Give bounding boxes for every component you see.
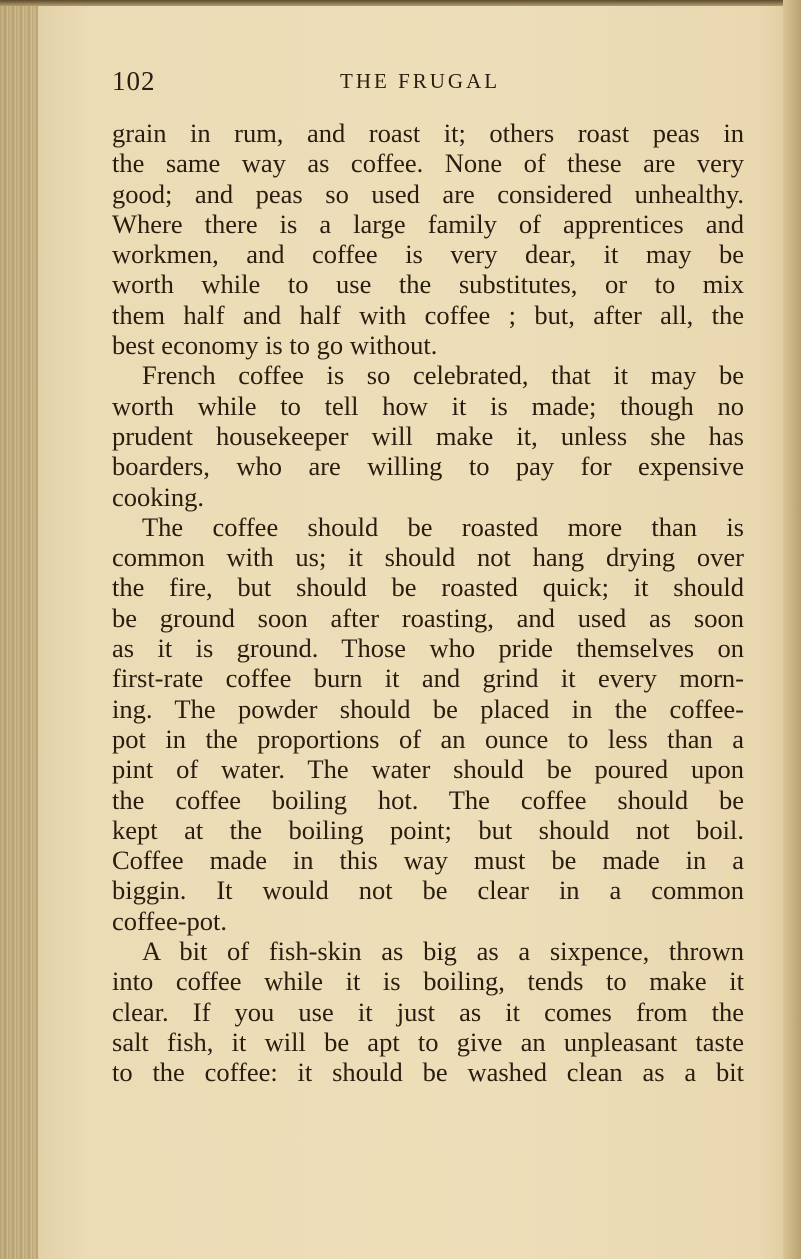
book-binding-edge	[0, 0, 38, 1259]
page-header	[112, 66, 732, 106]
body-text	[112, 118, 744, 1088]
text-line: to the coffee: it should be washed clean as a bit	[112, 1057, 744, 1088]
text-line: boarders, who are willing to pay for expensive	[112, 451, 744, 482]
text-line: them half and half with coffee ; but, after all, the	[112, 299, 744, 330]
paragraph-start-line: A bit of fish-skin as big as a sixpence, thrown	[142, 936, 744, 967]
text-line: biggin. It would not be clear in a common	[112, 875, 744, 906]
text-line: workmen, and coffee is very dear, it may be	[112, 239, 744, 270]
text-line: the coffee boiling hot. The coffee should be	[112, 784, 744, 815]
text-line: kept at the boiling point; but should not boil.	[112, 814, 744, 845]
text-line: salt fish, it will be apt to give an unpleasant taste	[112, 1026, 744, 1057]
text-line: clear. If you use it just as it comes from the	[112, 996, 744, 1027]
running-head: THE FRUGAL	[340, 69, 501, 93]
text-line: Coffee made in this way must be made in a	[112, 845, 744, 876]
paragraph-start-line: French coffee is so celebrated, that it may be	[142, 360, 744, 391]
text-line: pot in the proportions of an ounce to less than a	[112, 723, 744, 754]
text-line: prudent housekeeper will make it, unless she has	[112, 420, 744, 451]
right-page-edge	[783, 0, 801, 1259]
text-line: Where there is a large family of apprentices and	[112, 208, 744, 239]
text-line: the same way as coffee. None of these are very	[112, 148, 744, 179]
text-line: into coffee while it is boiling, tends to make it	[112, 966, 744, 997]
text-line: ing. The powder should be placed in the coffee-	[112, 693, 744, 724]
text-line: worth while to tell how it is made; though no	[112, 390, 744, 421]
text-line: as it is ground. Those who pride themselves on	[112, 633, 744, 664]
page-number: 102	[112, 66, 156, 96]
text-line: grain in rum, and roast it; others roast peas in	[112, 118, 744, 148]
text-line: worth while to use the substitutes, or to mix	[112, 269, 744, 300]
text-line: good; and peas so used are considered unhealthy.	[112, 178, 744, 209]
top-page-edge	[0, 0, 801, 6]
text-line: coffee-pot.	[112, 905, 228, 936]
text-line: best economy is to go without.	[112, 330, 438, 361]
text-line: cooking.	[112, 481, 204, 512]
text-line: be ground soon after roasting, and used as soon	[112, 602, 744, 633]
text-line: common with us; it should not hang drying over	[112, 542, 744, 573]
text-line: the fire, but should be roasted quick; it should	[112, 572, 744, 603]
text-line: first-rate coffee burn it and grind it every morn-	[112, 663, 744, 694]
paragraph-start-line: The coffee should be roasted more than is	[142, 511, 744, 542]
text-line: pint of water. The water should be poured upon	[112, 754, 744, 785]
